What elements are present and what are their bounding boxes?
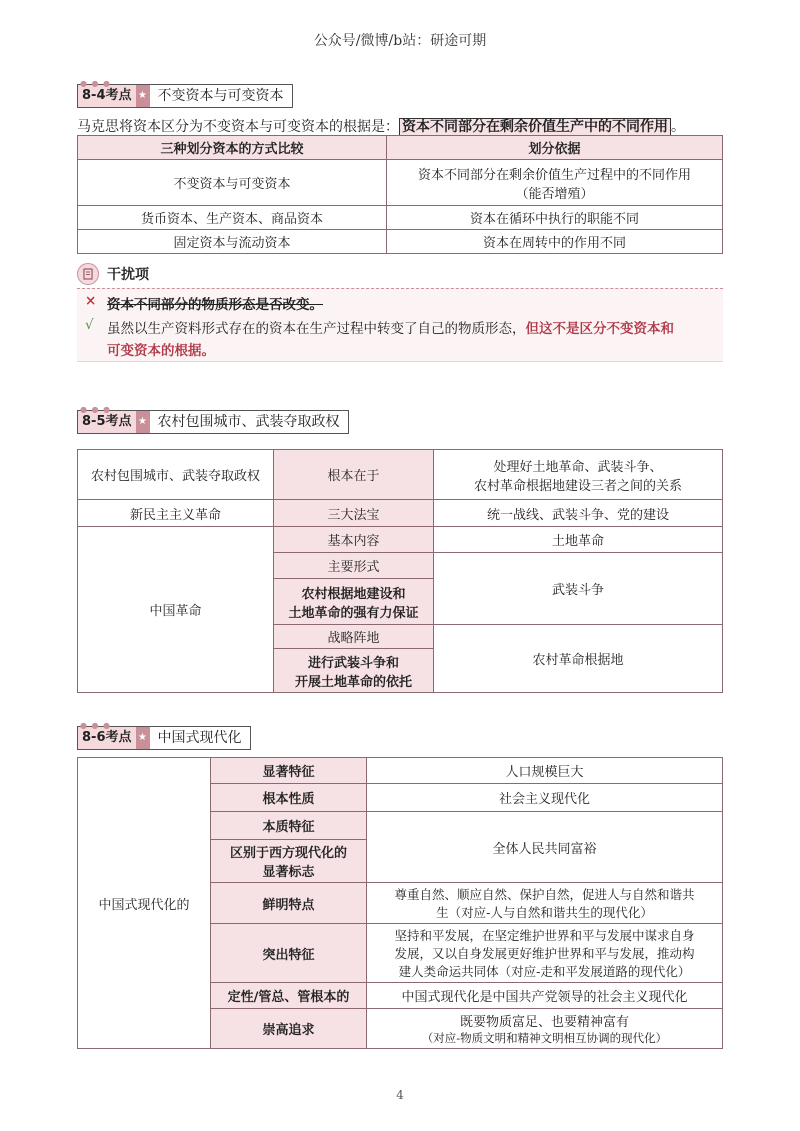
table-cell: 统一战线、武装斗争、党的建设 — [434, 500, 723, 527]
section-number: 8-5考点 — [78, 411, 136, 433]
distractor-title: 干扰项 — [107, 267, 149, 283]
table-cell: 根本在于 — [274, 450, 434, 500]
section-number: 8-4考点 — [78, 85, 136, 107]
cell-line: 处理好土地革命、武装斗争、 — [493, 459, 663, 475]
cell-line: 资本不同部分在剩余价值生产过程中的不同作用 — [417, 167, 691, 183]
table-cell: 武装斗争 — [434, 553, 723, 625]
right-item-cont — [107, 339, 215, 359]
table-cell: 人口规模巨大 — [367, 758, 723, 784]
section-8-5-label — [77, 405, 349, 434]
cell-line: 生（对应-人与自然和谐共生的现代化） — [436, 905, 653, 920]
table-cell: 农村包围城市、武装夺取政权 — [78, 450, 274, 500]
table-cell: 社会主义现代化 — [367, 784, 723, 812]
right-red-text: 可变资本的根据。 — [107, 343, 215, 359]
cell-line: 开展土地革命的依托 — [294, 674, 412, 690]
distractor-box — [77, 288, 723, 362]
table-cell: 战略阵地 — [274, 625, 434, 649]
table-cell — [387, 160, 723, 206]
modernization-table — [77, 757, 723, 1049]
table-cell: 资本在循环中执行的职能不同 — [387, 206, 723, 230]
star-icon: ★ — [136, 411, 150, 433]
table-cell: 突出特征 — [211, 924, 367, 983]
table-cell: 鲜明特点 — [211, 883, 367, 924]
table-cell: 新民主主义革命 — [78, 500, 274, 527]
table-cell: 货币资本、生产资本、商品资本 — [78, 206, 387, 230]
table-cell: 固定资本与流动资本 — [78, 230, 387, 254]
table-cell — [274, 579, 434, 625]
cell-line: 农村革命根据地建设三者之间的关系 — [473, 478, 682, 494]
table-cell: 三大法宝 — [274, 500, 434, 527]
table-cell: 显著特征 — [211, 758, 367, 784]
intro-suffix: 。 — [671, 119, 685, 135]
section-title: 中国式现代化 — [157, 730, 242, 746]
wrong-text: 资本不同部分的物质形态是否改变。 — [107, 297, 323, 313]
cell-line: 发展，又以自身发展更好维护世界和平与发展，推动构 — [394, 946, 695, 961]
intro-prefix: 马克思将资本区分为不变资本与可变资本的根据是： — [77, 119, 399, 135]
cell-line: 坚持和平发展，在坚定维护世界和平与发展中谋求自身 — [394, 928, 695, 943]
section-title: 农村包围城市、武装夺取政权 — [157, 414, 340, 430]
table-cell: 资本在周转中的作用不同 — [387, 230, 723, 254]
cell-line: （能否增殖） — [515, 186, 594, 202]
page-header: 公众号/微博/b站：研途可期 — [313, 33, 487, 49]
table-cell: 基本内容 — [274, 527, 434, 553]
table-cell — [211, 840, 367, 883]
table-cell: 中国革命 — [78, 527, 274, 693]
table-cell — [367, 883, 723, 924]
table-cell: 不变资本与可变资本 — [78, 160, 387, 206]
section-number: 8-6考点 — [78, 727, 136, 749]
right-item — [85, 317, 674, 337]
cell-line: 农村根据地建设和 — [301, 586, 406, 602]
section-8-6-label — [77, 721, 251, 750]
dots-decoration: ● ● ● — [80, 721, 112, 730]
table-cell: 中国式现代化是中国共产党领导的社会主义现代化 — [367, 983, 723, 1009]
clipboard-icon — [77, 263, 99, 285]
table-cell: 中国式现代化的 — [78, 758, 211, 1049]
table-cell — [434, 450, 723, 500]
table-cell — [367, 924, 723, 983]
cell-line: 进行武装斗争和 — [307, 655, 399, 671]
right-text: 虽然以生产资料形式存在的资本在生产过程中转变了自己的物质形态， — [107, 321, 526, 337]
section-8-4-label — [77, 79, 293, 108]
table-cell: 定性/管总、管根本的 — [211, 983, 367, 1009]
wrong-item — [85, 293, 323, 313]
table-cell — [274, 649, 434, 693]
star-icon: ★ — [136, 85, 150, 107]
cell-line: （对应-物质文明和精神文明相互协调的现代化） — [421, 1031, 668, 1045]
distractor-header — [77, 263, 149, 285]
cross-icon: × — [85, 293, 97, 309]
cell-line: 建人类命运共同体（对应-走和平发展道路的现代化） — [398, 964, 691, 979]
cell-line: 显著标志 — [262, 865, 315, 880]
cell-line: 既要物质富足、也要精神富有 — [459, 1015, 629, 1030]
star-icon: ★ — [136, 727, 150, 749]
table-cell: 主要形式 — [274, 553, 434, 579]
section-title: 不变资本与可变资本 — [157, 88, 284, 104]
table-cell: 全体人民共同富裕 — [367, 812, 723, 883]
cell-line: 土地革命的强有力保证 — [288, 605, 419, 621]
intro-text — [77, 116, 685, 136]
intro-highlight: 资本不同部分在剩余价值生产中的不同作用 — [399, 118, 671, 136]
dots-decoration: ● ● ● — [80, 79, 112, 88]
table-header: 三种划分资本的方式比较 — [78, 136, 387, 160]
table-cell: 农村革命根据地 — [434, 625, 723, 693]
cell-line: 尊重自然、顺应自然、保护自然，促进人与自然和谐共 — [394, 887, 695, 902]
table-cell: 土地革命 — [434, 527, 723, 553]
capital-table — [77, 135, 723, 254]
table-cell: 本质特征 — [211, 812, 367, 840]
revolution-table — [77, 449, 723, 693]
cell-line: 区别于西方现代化的 — [229, 846, 347, 861]
table-header: 划分依据 — [387, 136, 723, 160]
dots-decoration: ● ● ● — [80, 405, 112, 414]
right-red-text: 但这不是区分不变资本和 — [525, 321, 674, 337]
table-cell: 根本性质 — [211, 784, 367, 812]
check-icon: √ — [85, 317, 94, 333]
table-cell — [367, 1009, 723, 1049]
table-cell: 崇高追求 — [211, 1009, 367, 1049]
page-number: 4 — [396, 1088, 404, 1102]
